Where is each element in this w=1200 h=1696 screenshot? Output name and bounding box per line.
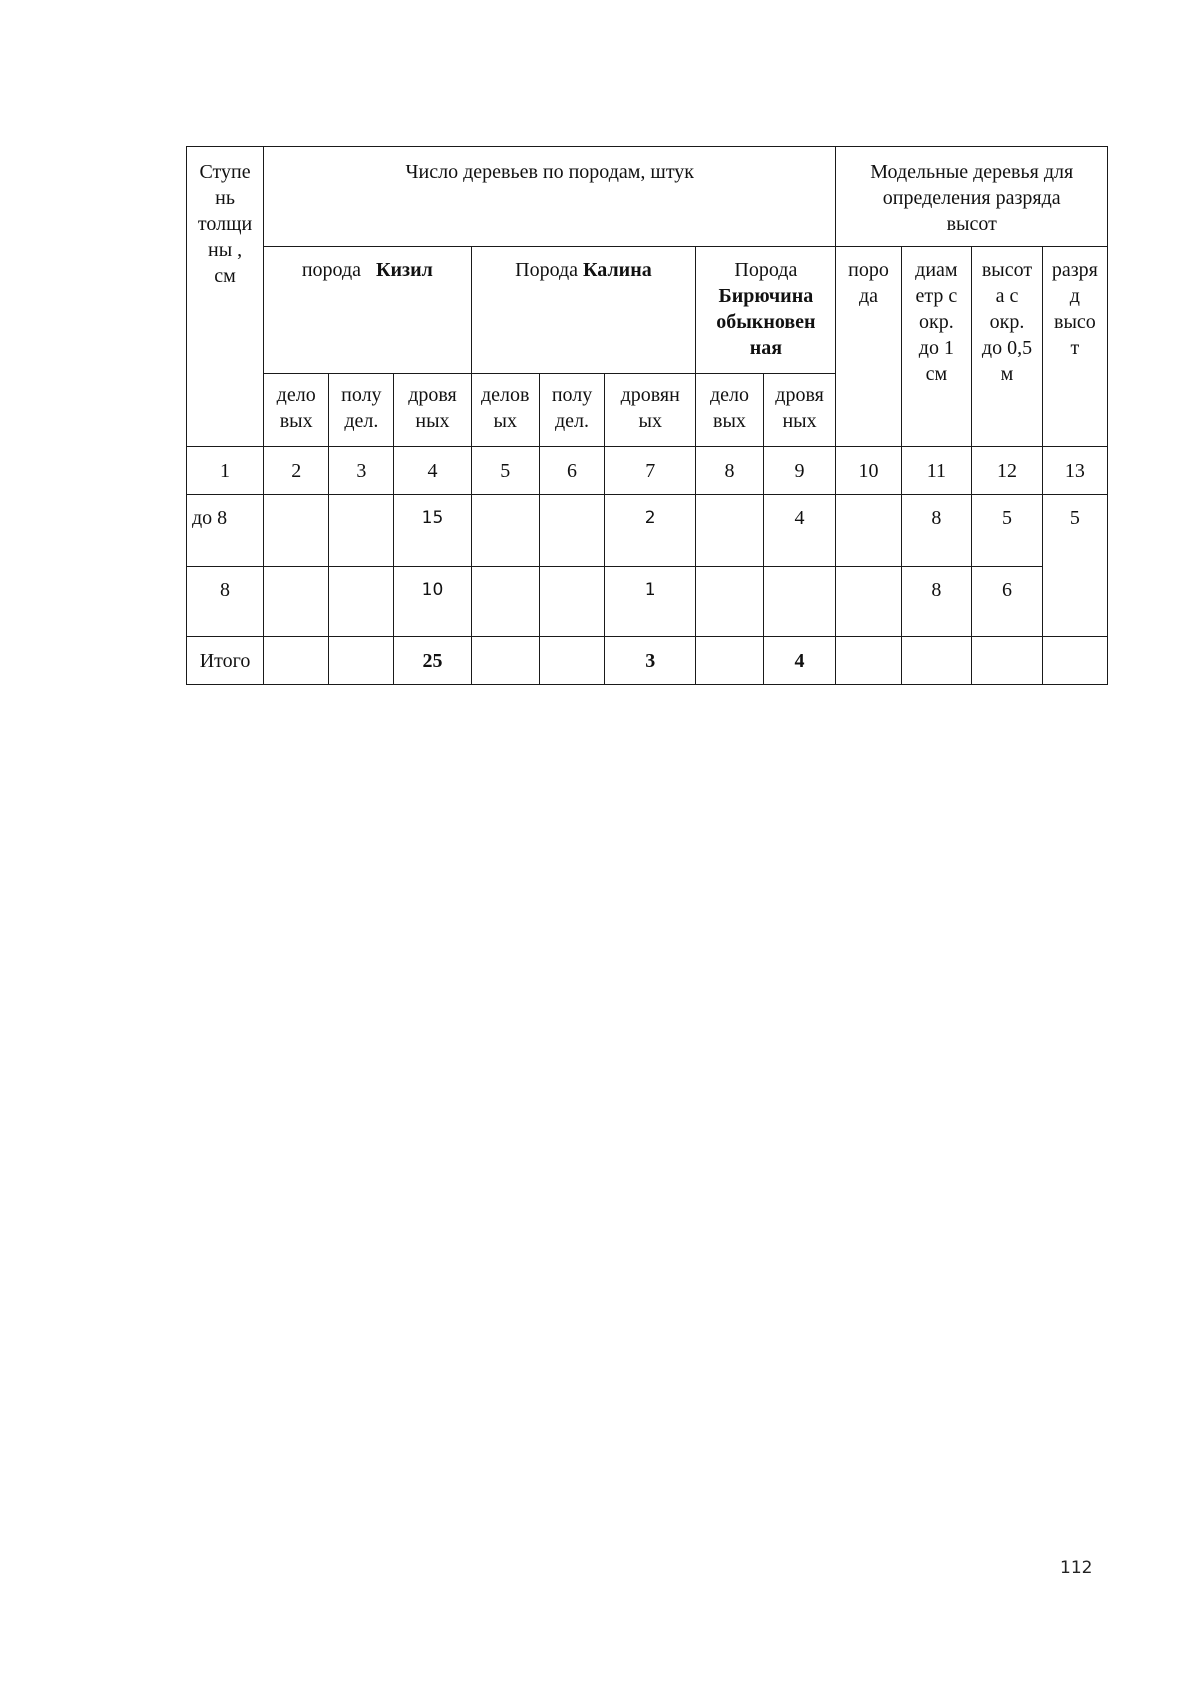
header-row-1 (187, 147, 1108, 247)
total-kizil-firewood: 25 (394, 637, 471, 685)
kalina-semibusiness-cell (539, 495, 604, 567)
header-row-2 (187, 247, 1108, 374)
column-number: 12 (972, 447, 1043, 495)
model-trees-header: Модельные деревья для определения разряда высот (836, 147, 1108, 247)
column-number: 6 (539, 447, 604, 495)
model-species-cell (836, 495, 901, 567)
column-number: 4 (394, 447, 471, 495)
model-rank-header: разря д высо т (1042, 247, 1107, 447)
kalina-firewood-header: дровян ых (605, 374, 696, 447)
total-row (187, 637, 1108, 685)
kizil-business-header: дело вых (264, 374, 329, 447)
total-cell (1042, 637, 1107, 685)
species-biryuchina-prefix: Порода (734, 259, 798, 281)
table-row (187, 567, 1108, 637)
column-number: 9 (763, 447, 836, 495)
kalina-semibusiness-header: полу дел. (539, 374, 604, 447)
column-number: 5 (471, 447, 539, 495)
kizil-firewood-cell: 10 (394, 567, 471, 637)
column-number: 8 (696, 447, 763, 495)
thickness-step-cell: до 8 (187, 495, 264, 567)
total-cell (264, 637, 329, 685)
column-number: 13 (1042, 447, 1107, 495)
column-number: 10 (836, 447, 901, 495)
kalina-firewood-cell: 2 (605, 495, 696, 567)
kizil-firewood-cell: 15 (394, 495, 471, 567)
species-kalina-header (471, 247, 696, 374)
kalina-firewood-cell: 1 (605, 567, 696, 637)
column-number: 2 (264, 447, 329, 495)
total-kalina-firewood: 3 (605, 637, 696, 685)
column-number: 3 (329, 447, 394, 495)
species-biryuchina-name: Бирючина обыкновен ная (716, 285, 816, 359)
kizil-semibusiness-header: полу дел. (329, 374, 394, 447)
column-number: 1 (187, 447, 264, 495)
column-number: 11 (901, 447, 972, 495)
model-rank-cell: 5 (1042, 495, 1107, 637)
total-biryuchina-firewood: 4 (763, 637, 836, 685)
species-kizil-name: Кизил (376, 259, 433, 281)
model-diameter-cell: 8 (901, 495, 972, 567)
kalina-semibusiness-cell (539, 567, 604, 637)
model-height-header: высот а с окр. до 0,5 м (972, 247, 1043, 447)
biryuchina-firewood-header: дровя ных (763, 374, 836, 447)
biryuchina-business-cell (696, 567, 763, 637)
total-cell (972, 637, 1043, 685)
species-biryuchina-header (696, 247, 836, 374)
species-kalina-name: Калина (583, 259, 652, 281)
total-cell (539, 637, 604, 685)
kizil-business-cell (264, 567, 329, 637)
model-species-header: поро да (836, 247, 901, 447)
total-cell (836, 637, 901, 685)
column-number: 7 (605, 447, 696, 495)
total-cell (696, 637, 763, 685)
total-label: Итого (187, 637, 264, 685)
kalina-business-cell (471, 567, 539, 637)
total-cell (901, 637, 972, 685)
kizil-semibusiness-cell (329, 495, 394, 567)
biryuchina-firewood-cell (763, 567, 836, 637)
biryuchina-business-header: дело вых (696, 374, 763, 447)
total-cell (329, 637, 394, 685)
kizil-semibusiness-cell (329, 567, 394, 637)
kizil-firewood-header: дровя ных (394, 374, 471, 447)
species-kizil-prefix: порода (301, 259, 361, 281)
model-height-cell: 6 (972, 567, 1043, 637)
page-number: 112 (1060, 1558, 1093, 1578)
biryuchina-firewood-cell: 4 (763, 495, 836, 567)
tree-tally-table (186, 146, 1108, 685)
biryuchina-business-cell (696, 495, 763, 567)
model-species-cell (836, 567, 901, 637)
species-kizil-header (264, 247, 471, 374)
kizil-business-cell (264, 495, 329, 567)
column-numbers-row (187, 447, 1108, 495)
model-diameter-cell: 8 (901, 567, 972, 637)
kalina-business-cell (471, 495, 539, 567)
table-row (187, 495, 1108, 567)
model-diameter-header: диам етр с окр. до 1 см (901, 247, 972, 447)
kalina-business-header: делов ых (471, 374, 539, 447)
thickness-step-cell: 8 (187, 567, 264, 637)
total-cell (471, 637, 539, 685)
tree-count-header: Число деревьев по породам, штук (264, 147, 836, 247)
thickness-step-header: Ступе нь толщи ны , см (187, 147, 264, 447)
model-height-cell: 5 (972, 495, 1043, 567)
species-kalina-prefix: Порода (515, 259, 579, 281)
